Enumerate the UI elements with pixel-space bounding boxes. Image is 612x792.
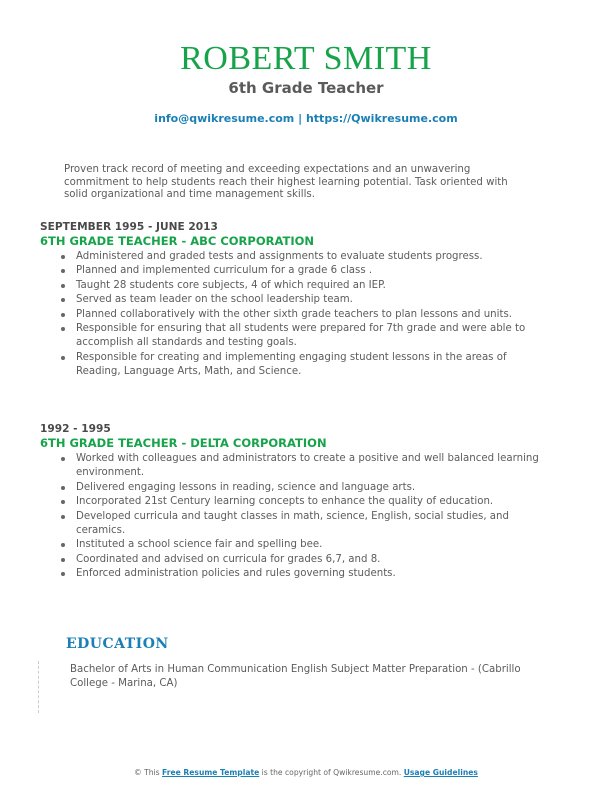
free-template-link[interactable]: Free Resume Template <box>162 768 260 777</box>
job-position: 6TH GRADE TEACHER - DELTA CORPORATION <box>40 436 327 450</box>
email-link[interactable]: info@qwikresume.com <box>154 112 295 125</box>
education-block <box>38 661 550 713</box>
duty-item: Responsible for creating and implementing engaging student lessons in the areas of Reading, Language Arts, Math, and Science. <box>76 351 540 380</box>
duty-item: Incorporated 21st Century learning concepts to enhance the quality of education. <box>76 495 540 509</box>
duty-item: Developed curricula and taught classes in math, science, English, social studies, and ceramics. <box>76 510 540 539</box>
duty-item: Administered and graded tests and assignments to evaluate students progress. <box>76 250 540 264</box>
duty-item: Delivered engaging lessons in reading, science and language arts. <box>76 481 540 495</box>
contact-line <box>0 112 612 125</box>
duty-item: Enforced administration policies and rules governing students. <box>76 567 540 581</box>
job-duties <box>40 452 540 582</box>
job-duties <box>40 250 540 380</box>
job-entry <box>40 423 540 582</box>
job-dates: 1992 - 1995 <box>40 423 111 435</box>
education-heading: EDUCATION <box>66 636 169 652</box>
duty-item: Planned and implemented curriculum for a grade 6 class . <box>76 264 540 278</box>
duty-item: Responsible for ensuring that all students were prepared for 7th grade and were able to accomplish all standards and testing goals. <box>76 322 540 351</box>
duty-item: Coordinated and advised on curricula for grades 6,7, and 8. <box>76 553 540 567</box>
website-link[interactable]: https://Qwikresume.com <box>305 112 458 125</box>
summary-text: Proven track record of meeting and exceeding expectations and an unwavering commitment to help students reach their highest learning potential. Task oriented with solid organizational and time management skills. <box>64 164 508 200</box>
job-dates: SEPTEMBER 1995 - JUNE 2013 <box>40 221 218 233</box>
footer <box>0 768 612 777</box>
job-title: 6th Grade Teacher <box>228 79 384 97</box>
footer-middle: is the copyright of Qwikresume.com. <box>259 768 404 777</box>
duty-item: Taught 28 students core subjects, 4 of which required an IEP. <box>76 279 540 293</box>
job-entry <box>40 221 540 380</box>
candidate-name: ROBERT SMITH <box>180 40 432 77</box>
duty-item: Served as team leader on the school leadership team. <box>76 293 540 307</box>
footer-prefix: © This <box>134 768 163 777</box>
duty-item: Instituted a school science fair and spelling bee. <box>76 538 540 552</box>
duty-item: Worked with colleagues and administrators to create a positive and well balanced learning environment. <box>76 452 540 481</box>
job-position: 6TH GRADE TEACHER - ABC CORPORATION <box>40 234 315 248</box>
education-text: Bachelor of Arts in Human Communication English Subject Matter Preparation - (Cabrillo College - Marina, CA) <box>70 664 521 689</box>
usage-guidelines-link[interactable]: Usage Guidelines <box>403 768 478 777</box>
contact-separator: | <box>294 112 306 125</box>
duty-item: Planned collaboratively with the other sixth grade teachers to plan lessons and units. <box>76 308 540 322</box>
